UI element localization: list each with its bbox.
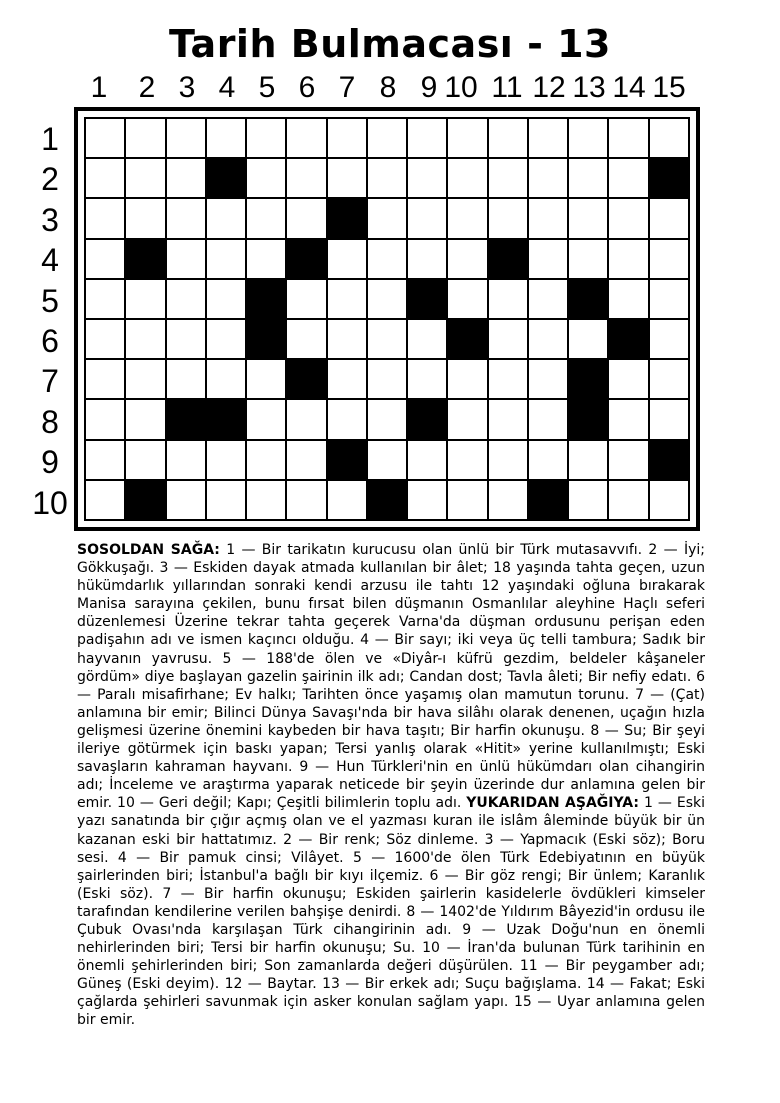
grid-cell[interactable] [529,199,569,239]
black-cell [126,481,166,521]
grid-cell[interactable] [529,240,569,280]
grid-cell[interactable] [489,360,529,400]
black-cell [650,159,690,199]
column-number: 7 [338,71,356,104]
grid-cell[interactable] [650,240,690,280]
grid-cell[interactable] [287,159,327,199]
grid-cell[interactable] [489,280,529,320]
grid-cell[interactable] [408,199,448,239]
grid-cell[interactable] [328,400,368,440]
grid-cell[interactable] [569,240,609,280]
grid-cell[interactable] [287,320,327,360]
grid-cell[interactable] [126,199,166,239]
grid-cell[interactable] [287,280,327,320]
column-number: 14 [612,71,646,104]
grid-cell[interactable] [609,441,649,481]
grid-cell[interactable] [489,119,529,159]
black-cell [408,400,448,440]
row-number: 9 [41,444,59,481]
column-number: 11 [491,71,523,104]
column-number: 1 [90,71,108,104]
grid-cell[interactable] [207,240,247,280]
grid-cell[interactable] [529,119,569,159]
black-cell [569,400,609,440]
grid-cell[interactable] [489,441,529,481]
row-number: 4 [41,242,59,279]
grid-cell[interactable] [609,159,649,199]
down-heading: YUKARIDAN AŞAĞIYA: [466,795,639,812]
grid-cell[interactable] [650,320,690,360]
column-number: 9 [420,71,438,104]
grid-cell[interactable] [448,400,488,440]
grid-cell[interactable] [167,441,207,481]
grid-cell[interactable] [529,320,569,360]
grid-cell[interactable] [448,159,488,199]
grid-cell[interactable] [448,199,488,239]
column-number: 5 [258,71,276,104]
grid-cell[interactable] [126,400,166,440]
grid-cell[interactable] [167,159,207,199]
black-cell [207,159,247,199]
grid-cell[interactable] [167,240,207,280]
clues-section [77,541,705,1030]
grid-cell[interactable] [328,240,368,280]
grid-cell[interactable] [609,240,649,280]
grid-cell[interactable] [529,400,569,440]
grid-cell[interactable] [86,119,126,159]
grid-cell[interactable] [650,199,690,239]
grid-cell[interactable] [368,441,408,481]
grid-cell[interactable] [448,360,488,400]
grid-cell[interactable] [569,199,609,239]
across-clues: 1 — Bir tarikatın kurucusu olan ünlü bir Türk mutasavvıfı. 2 — İyi; Gökkuşağı. 3 — Eskiden dayak atmada kullanılan bir âlet; 18 yaşında tahta geçen, uzun hükümdarlık yıllarından sonraki kendi arzusu ile tahtı 12 yaşındaki oğluna bırakarak Manisa sarayına çekilen, bunu fırsat bilen düşmanın Osmanlılar aleyhine Haçlı seferi düzenlemesi Üzerine tekrar tahta geçerek Varna'da düşman ordusunu perişan eden padişahın adı ve ismen kaçıncı olduğu. 4 — Bir sayı; iki veya üç telli tambura; Sadık bir hayvanın yavrusu. 5 — 188'de ölen ve «Diyâr-ı küfrü gezdim, beldeler kâşaneler gördüm» diye başlayan gazelin şairinin ilk adı; Candan dost; Tavla âleti; Bir nefiy edatı. 6 — Paralı misafirhane; Ev halkı; Tarihten önce yaşamış olan mamutun torunu. 7 — (Çat) anlamına bir emir; Bilinci Dünya Savaşı'nda bir hava silâhı olarak denenen, uçağın hızla gelişmesi üzerine önemini kaybeden bir hava taşıtı; Bir harfin okunuşu. 8 — Su; Bir şeyi ileriye götürmek için baskı yapan; Tersi yanlış olarak «Hitit» yerine kullanılmıştı; Eski savaşların kahraman hayvanı. 9 — Hun Türkleri'nin en ünlü hükümdarı olan cihangirin adı; İnceleme ve araştırma yaparak neticede bir şeyin üzerinde dur anlamına gelen bir emir. 10 — Geri değil; Kapı; Çeşitli bilimlerin toplu adı. [77,542,705,812]
grid-cell[interactable] [489,481,529,521]
grid-cell[interactable] [328,481,368,521]
down-clues: 1 — Eski yazı sanatında bir çığır açmış olan ve el yazması kuran ile islâm âleminde büyük bir ün kazanan eski bir hattatımız. 2 — Bir renk; Söz dinleme. 3 — Yapmacık (Eski söz); Boru sesi. 4 — Bir pamuk cinsi; Vilâyet. 5 — 1600'de ölen Türk Edebiyatının en büyük şairlerinden biri; İstanbul'a bağlı bir kıyı ilçemiz. 6 — Bir göz rengi; Bir ünlem; Karanlık (Eski söz). 7 — Bir harfin okunuşu; Eskiden şairlerin kasidelerle övdükleri kimseler tarafından kendilerine verilen bahşişe denirdi. 8 — 1402'de Yıldırım Bâyezid'in ordusu ile Çubuk Ovası'nda karşılaşan Türk cihangirinin adı. 9 — Uzak Doğu'nun en önemli nehirlerinden biri; Tersi bir harfin okunuşu; Su. 10 — İran'da bulunan Türk tarihinin en önemli şehirlerinden biri; Son zamanlarda değeri düşürülen. 11 — Bir peygamber adı; Güneş (Eski deyim). 12 — Baytar. 13 — Bir erkek adı; Suçu bağışlama. 14 — Fakat; Eski çağlarda şehirleri savunmak için asker konulan sağlam yapı. 15 — Uyar anlamına gelen bir emir. [77,795,705,1029]
grid-cell[interactable] [408,441,448,481]
grid-cell[interactable] [167,360,207,400]
grid-cell[interactable] [126,159,166,199]
black-cell [287,360,327,400]
grid-cell[interactable] [247,240,287,280]
grid-cell[interactable] [569,481,609,521]
grid-cell[interactable] [247,199,287,239]
grid-cell[interactable] [368,199,408,239]
row-number: 5 [41,282,59,319]
grid-cell[interactable] [287,441,327,481]
grid-cell[interactable] [609,360,649,400]
grid-cell[interactable] [650,481,690,521]
grid-cell[interactable] [529,360,569,400]
black-cell [368,481,408,521]
grid-cell[interactable] [650,119,690,159]
grid-cell[interactable] [207,320,247,360]
column-number: 12 [532,71,566,104]
grid-cell[interactable] [609,199,649,239]
grid-cell[interactable] [368,159,408,199]
grid-cell[interactable] [650,360,690,400]
grid-cell[interactable] [448,441,488,481]
grid-cell[interactable] [247,400,287,440]
grid-cell[interactable] [86,320,126,360]
puzzle-title: Tarih Bulmacası - 13 [169,22,611,66]
grid-cell[interactable] [408,159,448,199]
grid-cell[interactable] [408,360,448,400]
grid-cell[interactable] [207,360,247,400]
grid-cell[interactable] [529,441,569,481]
row-number: 10 [32,484,68,521]
grid-cell[interactable] [167,320,207,360]
black-cell [328,199,368,239]
black-cell [448,320,488,360]
row-number: 6 [41,323,59,359]
black-cell [569,360,609,400]
grid-cell[interactable] [207,119,247,159]
grid-cell[interactable] [569,159,609,199]
grid-cell[interactable] [368,280,408,320]
row-number: 8 [41,403,59,440]
grid-cell[interactable] [126,360,166,400]
grid-cell[interactable] [126,119,166,159]
grid-cell[interactable] [287,400,327,440]
grid-cell[interactable] [609,119,649,159]
grid-cell[interactable] [609,400,649,440]
black-cell [126,240,166,280]
grid-cell[interactable] [86,400,126,440]
grid-cell[interactable] [167,199,207,239]
black-cell [650,441,690,481]
grid-cell[interactable] [489,199,529,239]
grid-cell[interactable] [448,119,488,159]
black-cell [247,280,287,320]
grid-cell[interactable] [86,441,126,481]
grid-cell[interactable] [328,119,368,159]
grid-cell[interactable] [368,320,408,360]
grid-cell[interactable] [287,119,327,159]
grid-cell[interactable] [328,360,368,400]
column-number: 8 [379,71,397,104]
grid-cell[interactable] [86,240,126,280]
grid-cell[interactable] [207,481,247,521]
column-number: 10 [444,71,478,104]
column-number: 2 [138,71,156,104]
grid-cell[interactable] [609,280,649,320]
grid-cell[interactable] [86,360,126,400]
grid-cell[interactable] [207,280,247,320]
grid-cell[interactable] [207,199,247,239]
column-number: 3 [178,71,196,104]
black-cell [247,320,287,360]
grid-cell[interactable] [247,481,287,521]
grid-cell[interactable] [167,119,207,159]
grid-cell[interactable] [86,481,126,521]
grid-cell[interactable] [529,159,569,199]
black-cell [167,400,207,440]
black-cell [489,240,529,280]
row-number: 2 [41,161,59,198]
grid-cell[interactable] [408,119,448,159]
crossword-grid [84,117,690,521]
grid-cell[interactable] [86,199,126,239]
column-number: 15 [652,71,686,104]
grid-cell[interactable] [247,159,287,199]
grid-cell[interactable] [328,159,368,199]
clues-paragraph [77,541,705,1030]
grid-cell[interactable] [489,159,529,199]
grid-cell[interactable] [287,199,327,239]
grid-cell[interactable] [328,280,368,320]
grid-cell[interactable] [368,400,408,440]
grid-cell[interactable] [126,280,166,320]
grid-cell[interactable] [287,481,327,521]
row-number: 1 [41,121,59,157]
black-cell [529,481,569,521]
grid-cell[interactable] [408,240,448,280]
grid-cell[interactable] [126,320,166,360]
grid-cell[interactable] [247,441,287,481]
column-number: 13 [572,71,606,104]
row-number: 3 [41,201,59,238]
grid-cell[interactable] [368,119,408,159]
grid-cell[interactable] [529,280,569,320]
column-number: 4 [218,71,236,104]
grid-cell[interactable] [650,280,690,320]
black-cell [287,240,327,280]
row-number: 7 [41,363,59,400]
across-heading: SOSOLDAN SAĞA: [77,542,220,558]
grid-cell[interactable] [247,119,287,159]
grid-cell[interactable] [408,320,448,360]
grid-cell[interactable] [650,400,690,440]
grid-cell[interactable] [609,481,649,521]
grid-cell[interactable] [86,159,126,199]
grid-cell[interactable] [167,481,207,521]
grid-cell[interactable] [448,481,488,521]
grid-cell[interactable] [489,320,529,360]
black-cell [408,280,448,320]
grid-cell[interactable] [167,280,207,320]
column-number: 6 [298,71,316,104]
grid-cell[interactable] [86,280,126,320]
grid-cell[interactable] [126,441,166,481]
grid-cell[interactable] [448,280,488,320]
grid-cell[interactable] [408,481,448,521]
grid-cell[interactable] [368,240,408,280]
black-cell [328,441,368,481]
black-cell [207,400,247,440]
black-cell [569,280,609,320]
grid-cell[interactable] [569,119,609,159]
grid-cell[interactable] [569,320,609,360]
grid-cell[interactable] [489,400,529,440]
grid-cell[interactable] [247,360,287,400]
grid-cell[interactable] [368,360,408,400]
grid-cell[interactable] [328,320,368,360]
grid-cell[interactable] [207,441,247,481]
grid-cell[interactable] [569,441,609,481]
black-cell [609,320,649,360]
grid-cell[interactable] [448,240,488,280]
